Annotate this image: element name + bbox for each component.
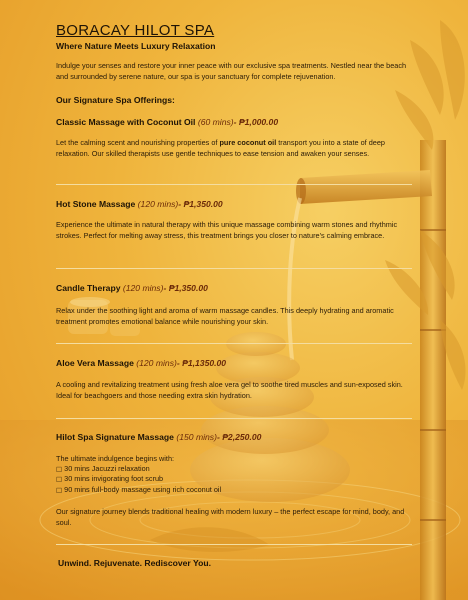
signature-package-list <box>56 464 221 495</box>
service-title-classic-massage <box>56 117 278 127</box>
section-divider <box>56 268 412 269</box>
spa-title: BORACAY HILOT SPA <box>56 22 215 39</box>
section-divider <box>56 418 412 419</box>
list-item: □ 30 mins Jacuzzi relaxation <box>56 464 221 474</box>
service-name: Hot Stone Massage <box>56 199 136 209</box>
service-description-aloe-vera: A cooling and revitalizing treatment using fresh aloe vera gel to soothe tired muscles and sun-exposed skin. Ideal for beachgoers and those needing extra skin hydration. <box>56 380 403 400</box>
service-name: Classic Massage with Coconut Oil <box>56 117 196 127</box>
service-description-classic-massage <box>56 138 414 159</box>
service-description-hot-stone: Experience the ultimate in natural therapy with this unique massage combining warm stones and rhythmic strokes. Perfect for melting away stress, this treatment brings you closer to nature's calming embrace. <box>56 220 398 240</box>
service-duration: (120 mins) <box>136 358 177 368</box>
service-name: Candle Therapy <box>56 283 121 293</box>
section-divider <box>56 544 412 545</box>
service-price: - ₱1,000.00 <box>233 117 279 127</box>
intro-paragraph: Indulge your senses and restore your inner peace with our exclusive spa treatments. Nestled near the beach and surrounded by serene nature, our spa is your sanctuary for complete rejuvenation. <box>56 61 407 81</box>
offerings-heading: Our Signature Spa Offerings: <box>56 95 175 105</box>
list-item: □ 30 mins invigorating foot scrub <box>56 474 221 484</box>
section-divider <box>56 184 412 185</box>
service-title-aloe-vera <box>56 358 226 368</box>
service-duration: (120 mins) <box>122 283 164 293</box>
footer-slogan: Unwind. Rejuvenate. Rediscover You. <box>58 558 211 568</box>
service-price: - ₱1,350.00 <box>163 283 208 293</box>
section-divider <box>56 343 412 344</box>
service-description-hilot-signature: The ultimate indulgence begins with: <box>56 454 175 463</box>
description-text: Let the calming scent and nourishing properties of <box>56 138 220 147</box>
service-duration: (150 mins) <box>176 432 217 442</box>
description-text: transport you into a state of deep relaxation. Our skilled therapists use gentle techniques to ease tension and awaken your senses. <box>56 138 385 158</box>
spa-tagline: Where Nature Meets Luxury Relaxation <box>56 41 216 51</box>
description-highlight: pure coconut oil <box>219 138 277 147</box>
service-name: Aloe Vera Massage <box>56 358 134 368</box>
service-price: - ₱2,250.00 <box>216 432 262 442</box>
service-duration: (120 mins) <box>137 199 179 209</box>
list-item: □ 90 mins full-body massage using rich coconut oil <box>56 485 221 495</box>
signature-closing-text: Our signature journey blends traditional healing with modern luxury – the perfect escape for mind, body, and soul. <box>56 507 405 527</box>
service-price: - ₱1,350.00 <box>178 199 223 209</box>
service-title-hilot-signature <box>56 432 261 442</box>
service-description-candle-therapy: Relax under the soothing light and aroma of warm massage candles. This deeply hydrating and aromatic treatment promotes emotional balance while nourishing your skin. <box>56 306 394 326</box>
service-price: - ₱1,1350.00 <box>176 358 227 368</box>
service-duration: (60 mins) <box>197 117 234 127</box>
service-title-candle-therapy <box>56 283 208 293</box>
service-name: Hilot Spa Signature Massage <box>56 432 174 442</box>
service-title-hot-stone <box>56 199 223 209</box>
